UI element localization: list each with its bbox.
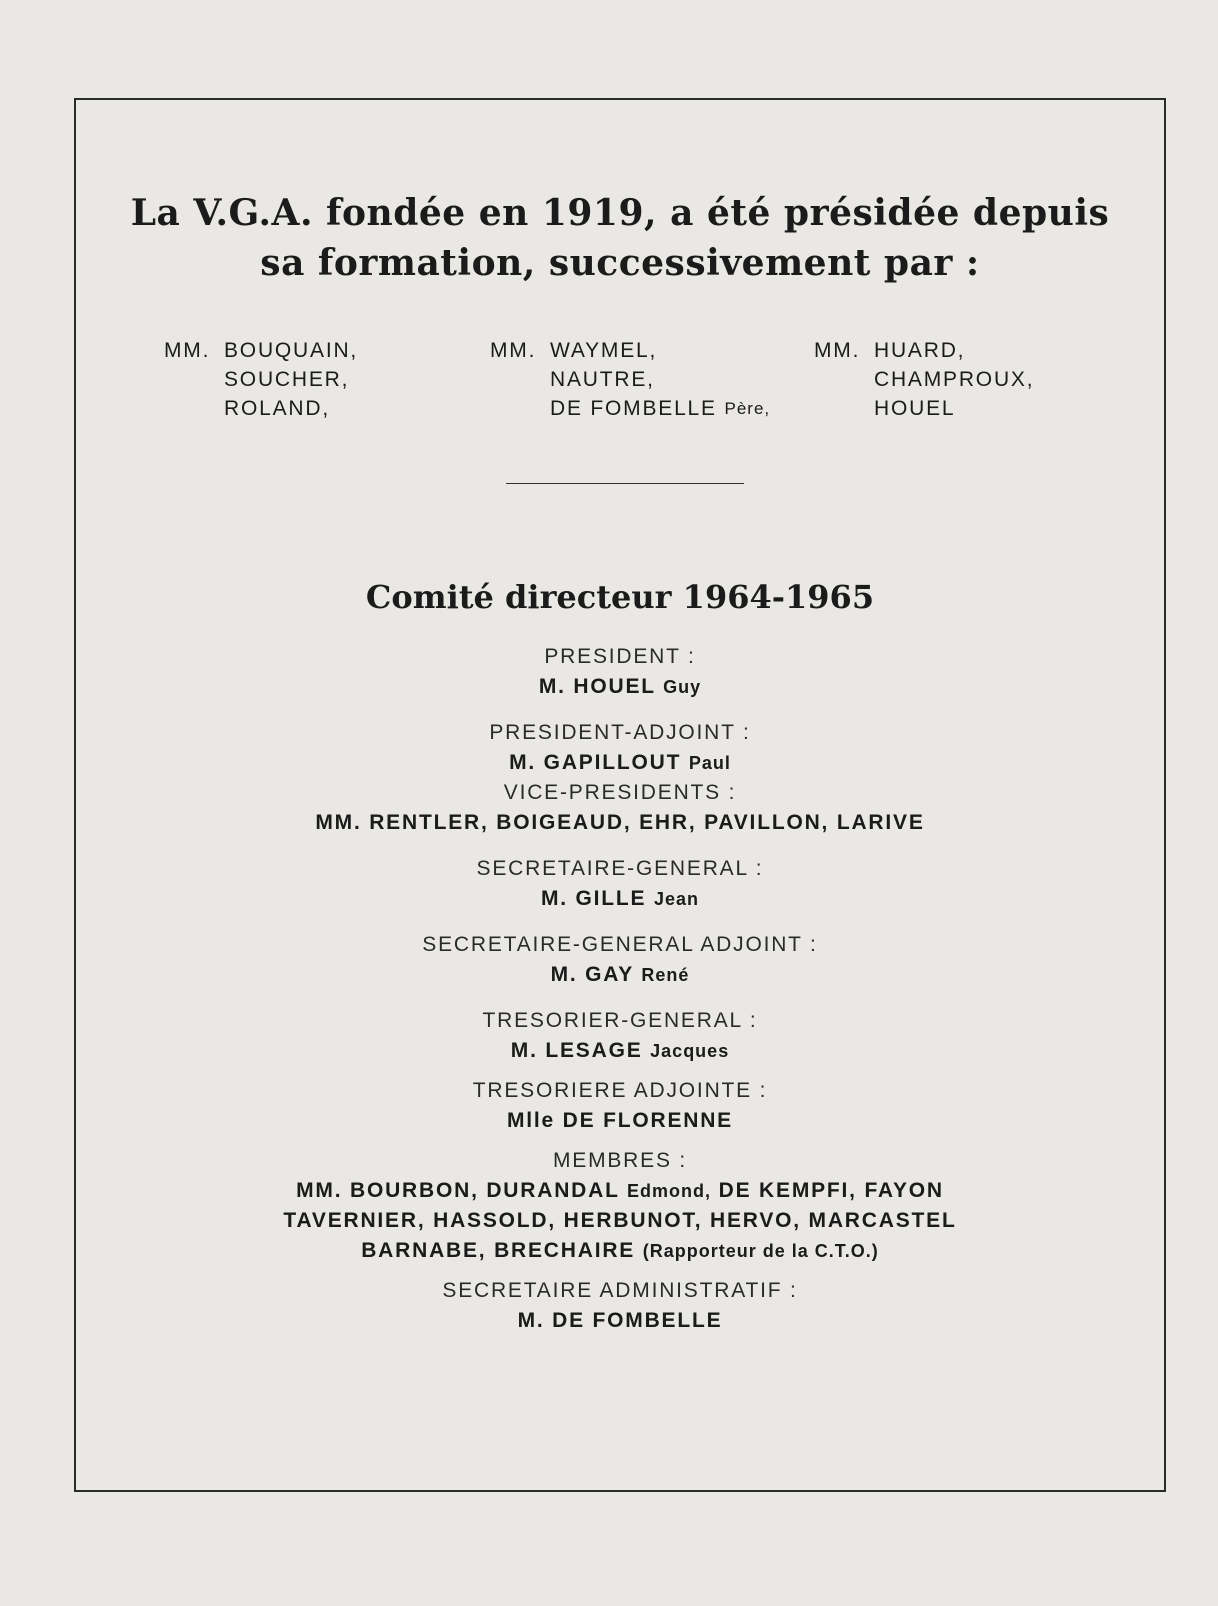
member-line: M. LESAGE Jacques <box>510 1039 730 1062</box>
committee-title: Comité directeur 1964-1965 <box>365 578 875 616</box>
member-line: TAVERNIER, HASSOLD, HERBUNOT, HERVO, MARCASTEL <box>283 1209 957 1232</box>
member-line: MM. RENTLER, BOIGEAUD, EHR, PAVILLON, LARIVE <box>315 811 925 834</box>
page-frame <box>74 98 1166 1492</box>
presidents-column-3 <box>814 336 1034 423</box>
president-name: WAYMEL, <box>550 339 658 362</box>
role-tresoriere-adjointe: TRESORIERE ADJOINTE : <box>472 1079 768 1102</box>
page-heading <box>76 188 1164 288</box>
member-line: M. GAY René <box>550 963 690 986</box>
president-name: NAUTRE, <box>550 368 655 391</box>
member-line: M. DE FOMBELLE <box>517 1309 723 1332</box>
member-line: BARNABE, BRECHAIRE (Rapporteur de la C.T.O.) <box>361 1239 879 1262</box>
role-vice-presidents: VICE-PRESIDENTS : <box>503 781 737 804</box>
heading-line-2: sa formation, successivement par : <box>260 242 980 284</box>
member-line: M. GILLE Jean <box>540 887 700 910</box>
role-president-adjoint: PRESIDENT-ADJOINT : <box>489 721 751 744</box>
member-line: M. HOUEL Guy <box>538 675 702 698</box>
member-line: Mlle DE FLORENNE <box>507 1109 733 1132</box>
role-membres: MEMBRES : <box>552 1149 688 1172</box>
role-president: PRESIDENT : <box>544 645 696 668</box>
section-divider <box>506 483 744 484</box>
column-prefix: MM. <box>814 339 861 362</box>
president-name: SOUCHER, <box>224 368 350 391</box>
president-name: BOUQUAIN, <box>224 339 359 362</box>
member-line: MM. BOURBON, DURANDAL Edmond, DE KEMPFI, FAYON <box>296 1179 944 1202</box>
presidents-column-2 <box>490 336 770 423</box>
president-name: CHAMPROUX, <box>874 368 1035 391</box>
president-name: HOUEL <box>874 397 956 420</box>
president-name: ROLAND, <box>224 397 330 420</box>
column-prefix: MM. <box>490 339 537 362</box>
role-tresorier-general: TRESORIER-GENERAL : <box>482 1009 758 1032</box>
president-name: DE FOMBELLE <box>550 397 717 420</box>
member-line: M. GAPILLOUT Paul <box>509 751 731 774</box>
role-secretaire-general: SECRETAIRE-GENERAL : <box>476 857 764 880</box>
role-secretaire-administratif: SECRETAIRE ADMINISTRATIF : <box>442 1279 798 1302</box>
committee-list <box>76 642 1164 1336</box>
heading-line-1: La V.G.A. fondée en 1919, a été présidée depuis <box>130 192 1110 234</box>
column-prefix: MM. <box>164 339 211 362</box>
president-name: HUARD, <box>874 339 966 362</box>
presidents-column-1 <box>164 336 358 423</box>
president-suffix: Père, <box>724 399 771 418</box>
role-secretaire-general-adjoint: SECRETAIRE-GENERAL ADJOINT : <box>422 933 818 956</box>
